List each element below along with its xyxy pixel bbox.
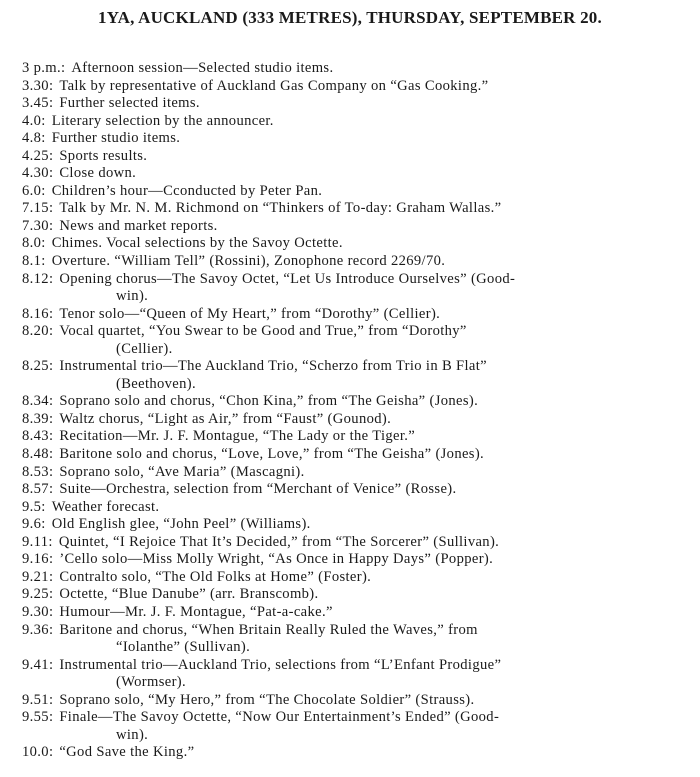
- entry-time: 4.0:: [22, 112, 46, 129]
- entry-time: 7.30:: [22, 217, 54, 234]
- entry-description: [46, 253, 692, 271]
- programme-entry: [22, 393, 692, 411]
- entry-line: Overture. “William Tell” (Rossini), Zonophone record 2269/70.: [51, 253, 446, 270]
- programme-entry: [22, 657, 692, 692]
- entry-continuation-line: win).: [116, 726, 149, 743]
- programme-entry: [22, 60, 692, 78]
- entry-time: 3.45:: [22, 95, 54, 112]
- entry-time: 9.25:: [22, 586, 54, 603]
- entry-time: 8.39:: [22, 410, 54, 427]
- entry-continuation-line: win).: [116, 288, 149, 305]
- entry-time: 8.57:: [22, 481, 54, 498]
- entry-description: [46, 113, 692, 131]
- continuation-holder: [22, 376, 692, 394]
- programme-entry: [22, 411, 692, 429]
- entry-continuation-line: “Iolanthe” (Sullivan).: [116, 639, 251, 656]
- entry-time: 9.30:: [22, 603, 54, 620]
- entry-description: [53, 481, 692, 499]
- programme-entry: [22, 569, 692, 587]
- entry-time: 4.25:: [22, 147, 54, 164]
- programme-entry: [22, 183, 692, 201]
- entry-description: [53, 393, 692, 411]
- entry-time: 4.8:: [22, 130, 46, 147]
- entry-description: [53, 271, 692, 289]
- entry-time: 9.11:: [22, 533, 53, 550]
- programme-entry: [22, 113, 692, 131]
- entry-continuation-line: (Beethoven).: [116, 375, 196, 392]
- entry-time: 9.36:: [22, 621, 54, 638]
- entry-line: Instrumental trio—Auckland Trio, selections from “L’Enfant Prodigue”: [59, 656, 502, 673]
- entry-time: 6.0:: [22, 182, 46, 199]
- entry-line: Instrumental trio—The Auckland Trio, “Scherzo from Trio in B Flat”: [59, 358, 487, 375]
- programme-entry: [22, 306, 692, 324]
- entry-line: “God Save the King.”: [59, 744, 195, 761]
- programme-entry: [22, 358, 692, 393]
- entry-description: [53, 428, 692, 446]
- entry-line: Weather forecast.: [51, 498, 160, 515]
- continuation-holder: [22, 674, 692, 692]
- programme-entry: [22, 692, 692, 710]
- entry-description: [53, 95, 692, 113]
- entry-time: 8.34:: [22, 393, 54, 410]
- entry-line: Soprano solo and chorus, “Chon Kina,” from “The Geisha” (Jones).: [59, 393, 479, 410]
- entry-description: [53, 534, 692, 552]
- entry-line: Tenor solo—“Queen of My Heart,” from “Dorothy” (Cellier).: [59, 305, 441, 322]
- entry-line: Literary selection by the announcer.: [51, 112, 274, 129]
- entry-time: 3 p.m.:: [22, 60, 66, 76]
- entry-time: 8.16:: [22, 305, 54, 322]
- entry-line: Soprano solo, “My Hero,” from “The Chocolate Soldier” (Strauss).: [59, 691, 475, 708]
- entry-description: [53, 709, 692, 727]
- entry-line: News and market reports.: [59, 217, 218, 234]
- entry-line: Afternoon session—Selected studio items.: [71, 60, 334, 76]
- entry-description: [46, 516, 692, 534]
- entry-description: [53, 446, 692, 464]
- page-title: 1YA, AUCKLAND (333 METRES), THURSDAY, SEPTEMBER 20.: [98, 8, 602, 27]
- entry-time: 9.6:: [22, 516, 46, 533]
- entry-line: Close down.: [59, 165, 137, 182]
- entry-line: Baritone and chorus, “When Britain Really Ruled the Waves,” from: [59, 621, 478, 638]
- entry-description: [53, 218, 692, 236]
- programme-entry: [22, 499, 692, 517]
- programme-entry: [22, 271, 692, 306]
- programme-entry: [22, 516, 692, 534]
- entry-line: Talk by representative of Auckland Gas Company on “Gas Cooking.”: [59, 77, 489, 94]
- entry-line: Soprano solo, “Ave Maria” (Mascagni).: [59, 463, 305, 480]
- entry-line: Opening chorus—The Savoy Octet, “Let Us Introduce Ourselves” (Good-: [59, 270, 516, 287]
- programme-entry: [22, 586, 692, 604]
- continuation-holder: [22, 727, 692, 745]
- entry-time: 9.21:: [22, 568, 54, 585]
- entry-time: 8.25:: [22, 358, 54, 375]
- entry-time: 9.51:: [22, 691, 54, 708]
- entry-line: Further selected items.: [59, 95, 200, 112]
- entry-description: [46, 130, 692, 148]
- entry-description: [53, 358, 692, 376]
- programme-entry: [22, 235, 692, 253]
- programme-entry: [22, 218, 692, 236]
- programme-entry: [22, 200, 692, 218]
- entry-line: Old English glee, “John Peel” (Williams).: [51, 516, 311, 533]
- entry-description: [53, 622, 692, 640]
- entry-description: [53, 78, 692, 96]
- entry-line: Quintet, “I Rejoice That It’s Decided,” from “The Sorcerer” (Sullivan).: [58, 533, 500, 550]
- entry-time: 8.0:: [22, 235, 46, 252]
- entry-time: 8.20:: [22, 323, 54, 340]
- programme-entry: [22, 95, 692, 113]
- programme-entry: [22, 534, 692, 552]
- entry-description: [46, 183, 692, 201]
- programme-entry: [22, 446, 692, 464]
- continuation-holder: [22, 288, 692, 306]
- entry-description: [53, 744, 692, 762]
- entry-time: 7.15:: [22, 200, 54, 217]
- entry-continuation-line: (Wormser).: [116, 674, 186, 691]
- entry-time: 9.5:: [22, 498, 46, 515]
- entry-time: 8.12:: [22, 270, 54, 287]
- programme-list: [22, 60, 692, 762]
- entry-description: [53, 464, 692, 482]
- entry-description: [53, 323, 692, 341]
- entry-description: [53, 411, 692, 429]
- entry-description: [53, 306, 692, 324]
- programme-entry: [22, 253, 692, 271]
- entry-line: Humour—Mr. J. F. Montague, “Pat-a-cake.”: [59, 603, 333, 620]
- programme-entry: [22, 481, 692, 499]
- entry-line: Further studio items.: [51, 130, 181, 147]
- programme-entry: [22, 78, 692, 96]
- entry-time: 3.30:: [22, 77, 54, 94]
- entry-time: 9.55:: [22, 709, 54, 726]
- entry-line: Chimes. Vocal selections by the Savoy Octette.: [51, 235, 343, 252]
- entry-line: Children’s hour—Cconducted by Peter Pan.: [51, 182, 323, 199]
- entry-description: [53, 657, 692, 675]
- programme-entry: [22, 323, 692, 358]
- entry-line: Octette, “Blue Danube” (arr. Branscomb).: [59, 586, 319, 603]
- entry-line: Talk by Mr. N. M. Richmond on “Thinkers of To-day: Graham Wallas.”: [59, 200, 502, 217]
- entry-time: 8.1:: [22, 253, 46, 270]
- entry-line: Suite—Orchestra, selection from “Merchant of Venice” (Rosse).: [59, 481, 457, 498]
- entry-line: Waltz chorus, “Light as Air,” from “Faust” (Gounod).: [59, 410, 392, 427]
- entry-time: 8.53:: [22, 463, 54, 480]
- programme-entry: [22, 551, 692, 569]
- programme-entry: [22, 165, 692, 183]
- entry-line: Contralto solo, “The Old Folks at Home” (Foster).: [59, 568, 372, 585]
- entry-description: [53, 569, 692, 587]
- entry-description: [53, 165, 692, 183]
- programme-entry: [22, 622, 692, 657]
- entry-description: [53, 551, 692, 569]
- entry-line: Vocal quartet, “You Swear to be Good and True,” from “Dorothy”: [59, 323, 467, 340]
- entry-description: [53, 200, 692, 218]
- entry-line: Sports results.: [59, 147, 148, 164]
- programme-entry: [22, 148, 692, 166]
- programme-entry: [22, 428, 692, 446]
- programme-entry: [22, 744, 692, 762]
- entry-description: [53, 148, 692, 166]
- entry-description: [53, 692, 692, 710]
- entry-continuation-line: (Cellier).: [116, 340, 173, 357]
- continuation-holder: [22, 341, 692, 359]
- programme-entry: [22, 130, 692, 148]
- entry-line: Baritone solo and chorus, “Love, Love,” from “The Geisha” (Jones).: [59, 446, 485, 463]
- entry-time: 9.16:: [22, 551, 54, 568]
- entry-description: [46, 499, 692, 517]
- entry-description: [53, 586, 692, 604]
- entry-time: 8.43:: [22, 428, 54, 445]
- programme-entry: [22, 464, 692, 482]
- entry-time: 10.0:: [22, 744, 54, 761]
- entry-time: 4.30:: [22, 165, 54, 182]
- entry-description: [53, 604, 692, 622]
- continuation-holder: [22, 639, 692, 657]
- entry-description: [46, 235, 692, 253]
- entry-time: 9.41:: [22, 656, 54, 673]
- entry-description: [65, 60, 692, 78]
- entry-line: Recitation—Mr. J. F. Montague, “The Lady or the Tiger.”: [59, 428, 416, 445]
- entry-time: 8.48:: [22, 446, 54, 463]
- entry-line: ’Cello solo—Miss Molly Wright, “As Once in Happy Days” (Popper).: [59, 551, 494, 568]
- programme-entry: [22, 709, 692, 744]
- programme-entry: [22, 604, 692, 622]
- entry-line: Finale—The Savoy Octette, “Now Our Entertainment’s Ended” (Good-: [59, 709, 500, 726]
